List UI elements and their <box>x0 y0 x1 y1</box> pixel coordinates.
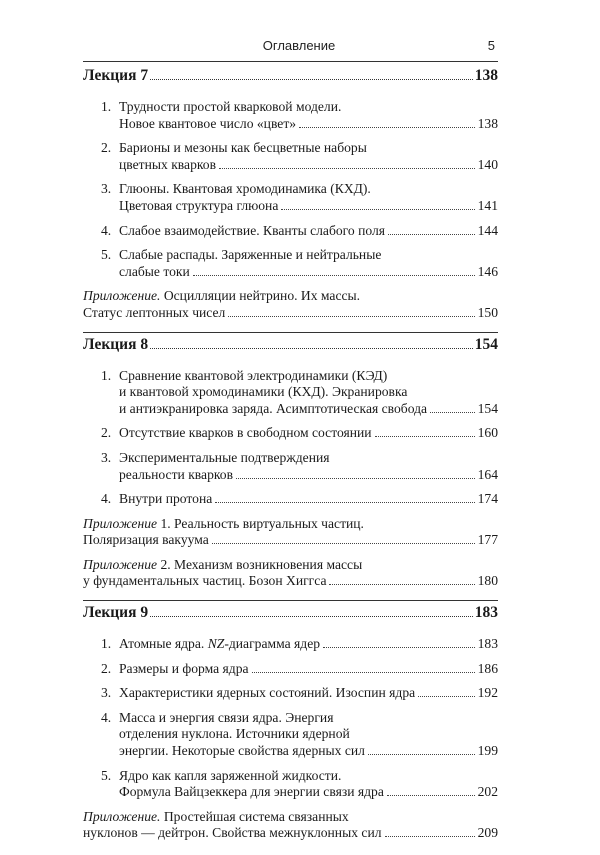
entry-line <box>101 401 498 418</box>
entry-page: 202 <box>477 784 498 800</box>
entry-text <box>119 726 350 741</box>
running-title: Оглавление <box>262 38 336 53</box>
dot-leader <box>193 274 475 276</box>
dot-leader <box>375 435 475 437</box>
entry-line-text: и антиэкранировка заряда. Асимптотическая свобода <box>119 400 428 416</box>
entry-page: 150 <box>477 304 498 320</box>
entry-number: 2. <box>101 140 112 156</box>
entry-page: 138 <box>477 115 498 131</box>
entry-line-text: Новое квантовое число «цвет» <box>119 115 297 131</box>
entry-text <box>119 784 384 801</box>
header-rule <box>83 61 498 62</box>
entry-line-text: Характеристики ядерных состояний. Изоспин ядра <box>119 685 416 701</box>
entry-line <box>101 247 498 264</box>
entry-line <box>83 532 498 549</box>
entry-page: 177 <box>477 532 498 548</box>
lecture-heading[interactable] <box>83 604 498 626</box>
toc-entry[interactable] <box>101 223 498 240</box>
entry-line-text: Трудности простой кварковой модели. <box>119 99 342 114</box>
entry-line <box>83 825 498 842</box>
entry-page: 192 <box>477 685 498 701</box>
toc-section <box>83 336 498 602</box>
dot-leader <box>329 583 474 585</box>
entry-line-text: энергии. Некоторые свойства ядерных сил <box>119 743 365 759</box>
entry-page: 199 <box>477 743 498 759</box>
entry-page: 180 <box>477 573 498 589</box>
entry-text <box>119 116 296 133</box>
entry-line <box>101 450 498 467</box>
entry-number: 4. <box>101 709 112 725</box>
entry-text <box>101 181 371 196</box>
entry-line-text: Атомные ядра. NZ-диаграмма ядер <box>119 636 321 652</box>
entry-text <box>101 661 249 678</box>
entry-line-text: 1. Реальность виртуальных частиц. <box>157 515 364 531</box>
entry-line <box>101 491 498 508</box>
entry-text <box>101 685 415 702</box>
entry-text <box>101 450 330 465</box>
entry-line <box>83 305 498 322</box>
entry-text <box>101 768 341 783</box>
entry-line <box>101 467 498 484</box>
entry-text <box>101 636 320 653</box>
entry-text <box>83 305 225 322</box>
entry-page: 154 <box>477 400 498 416</box>
entry-line <box>83 557 498 574</box>
entry-line <box>101 784 498 801</box>
entry-line <box>101 198 498 215</box>
entry-line <box>83 573 498 590</box>
toc-entry[interactable] <box>101 247 498 280</box>
entry-number: 1. <box>101 99 112 114</box>
toc-entry[interactable] <box>101 636 498 653</box>
lecture-page: 138 <box>474 67 498 84</box>
entry-text <box>83 557 362 572</box>
entry-line-text: цветных кварков <box>119 156 216 172</box>
entry-line <box>101 264 498 281</box>
entry-text <box>83 532 209 549</box>
entry-number: 4. <box>101 222 112 238</box>
entry-line-text: Размеры и форма ядра <box>119 660 249 676</box>
lecture-title: Лекция 8 <box>83 335 149 353</box>
table-of-contents <box>83 66 498 855</box>
entry-line-text: реальности кварков <box>119 466 233 482</box>
entry-line-text: Барионы и мезоны как бесцветные наборы <box>119 140 367 156</box>
entry-text <box>119 198 278 215</box>
toc-appendix-entry[interactable] <box>83 288 498 321</box>
entry-line-text: Простейшая система связанных <box>160 808 349 824</box>
entry-text <box>119 264 190 281</box>
dot-leader <box>212 542 475 544</box>
entry-line <box>101 726 498 743</box>
entry-line-text: Внутри протона <box>119 491 213 507</box>
entry-line-text: и квантовой хромодинамики (КХД). Экранировка <box>119 384 408 400</box>
entry-line-text: слабые токи <box>119 263 190 279</box>
toc-entry[interactable] <box>101 368 498 418</box>
dot-leader <box>418 695 474 697</box>
entry-line <box>101 140 498 157</box>
entry-text <box>83 825 382 842</box>
entry-number: 1. <box>101 367 112 383</box>
entry-number: 3. <box>101 181 112 197</box>
entry-number: 1. <box>101 636 112 652</box>
toc-appendix-entry[interactable] <box>83 809 498 842</box>
entry-line-text: у фундаментальных частиц. Бозон Хиггса <box>83 573 327 589</box>
entry-number: 5. <box>101 767 112 783</box>
entry-text <box>119 384 407 399</box>
dot-leader <box>150 78 473 80</box>
appendix-label: Приложение <box>83 556 158 572</box>
entry-text <box>83 288 360 303</box>
dot-leader <box>150 615 473 617</box>
entry-text <box>83 516 364 531</box>
lecture-title: Лекция 7 <box>83 67 149 84</box>
entry-text <box>119 157 216 174</box>
entry-line <box>101 685 498 702</box>
entry-number: 2. <box>101 425 112 441</box>
dot-leader <box>215 501 474 503</box>
entry-line <box>101 223 498 240</box>
entry-line-text: Отсутствие кварков в свободном состоянии <box>119 425 372 441</box>
lecture-title: Лекция 9 <box>83 604 149 622</box>
dot-leader <box>388 233 475 235</box>
entry-line <box>101 425 498 442</box>
entry-line-text: Глюоны. Квантовая хромодинамика (КХД). <box>119 181 371 197</box>
toc-entry[interactable] <box>101 710 498 760</box>
entry-line-text: Поляризация вакуума <box>83 532 209 548</box>
entry-line <box>83 288 498 305</box>
entry-line-text: нуклонов — дейтрон. Свойства межнуклонных сил <box>83 825 382 841</box>
entry-number: 3. <box>101 449 112 465</box>
entry-page: 144 <box>477 222 498 238</box>
dot-leader <box>385 835 475 837</box>
entry-text <box>83 573 326 590</box>
entry-line-text: Осцилляции нейтрино. Их массы. <box>160 288 361 304</box>
entry-page: 209 <box>477 825 498 841</box>
entry-line-text: отделения нуклона. Источники ядерной <box>119 726 350 742</box>
entry-line <box>101 768 498 785</box>
entry-page: 146 <box>477 263 498 279</box>
entry-line <box>101 743 498 760</box>
entry-number: 5. <box>101 247 112 263</box>
dot-leader <box>323 646 475 648</box>
entry-line-text: 2. Механизм возникновения массы <box>157 556 363 572</box>
entry-page: 186 <box>477 660 498 676</box>
entry-line-text: Масса и энергия связи ядра. Энергия <box>119 709 334 725</box>
entry-line <box>101 384 498 401</box>
entry-line-text: Слабые распады. Заряженные и нейтральные <box>119 247 382 263</box>
appendix-label: Приложение <box>83 515 158 531</box>
page-number: 5 <box>487 38 495 53</box>
entry-line <box>101 661 498 678</box>
entry-page: 140 <box>477 156 498 172</box>
entry-page: 183 <box>477 636 498 652</box>
entry-text <box>83 809 349 824</box>
lecture-page: 154 <box>474 335 498 353</box>
dot-leader <box>150 347 473 349</box>
dot-leader <box>236 477 475 479</box>
entry-line <box>101 368 498 385</box>
entry-page: 174 <box>477 491 498 507</box>
entry-text <box>101 140 367 155</box>
appendix-label: Приложение. <box>83 288 161 304</box>
toc-entry[interactable] <box>101 661 498 678</box>
entry-text <box>101 247 381 262</box>
dot-leader <box>430 411 475 413</box>
dot-leader <box>299 126 475 128</box>
entry-line-text: Слабое взаимодействие. Кванты слабого поля <box>119 222 386 238</box>
dot-leader <box>368 753 475 755</box>
entry-number: 4. <box>101 491 112 507</box>
toc-entry[interactable] <box>101 450 498 483</box>
entry-page: 141 <box>477 197 498 213</box>
toc-entry[interactable] <box>101 181 498 214</box>
lecture-heading[interactable] <box>83 67 498 89</box>
appendix-label: Приложение. <box>83 808 161 824</box>
entry-text <box>101 710 333 725</box>
lecture-heading[interactable] <box>83 336 498 358</box>
toc-entry[interactable] <box>101 685 498 702</box>
toc-entry[interactable] <box>101 491 498 508</box>
toc-entry[interactable] <box>101 425 498 442</box>
entry-text <box>119 743 365 760</box>
toc-appendix-entry[interactable] <box>83 557 498 590</box>
dot-leader <box>281 208 474 210</box>
entry-number: 2. <box>101 660 112 676</box>
entry-line-text: Статус лептонных чисел <box>83 304 226 320</box>
lecture-page: 183 <box>474 604 498 622</box>
entry-text <box>101 368 387 383</box>
entry-text <box>101 223 385 240</box>
entry-text <box>101 99 341 114</box>
toc-entry[interactable] <box>101 768 498 801</box>
entry-line <box>101 181 498 198</box>
entry-line-text: Экспериментальные подтверждения <box>119 449 330 465</box>
entry-line-text: Ядро как капля заряженной жидкости. <box>119 767 342 783</box>
toc-section <box>83 67 498 333</box>
toc-section <box>83 604 498 852</box>
entry-text <box>119 467 233 484</box>
entry-text <box>101 425 372 442</box>
entry-line <box>101 710 498 727</box>
entry-text <box>119 401 427 418</box>
entry-line <box>101 99 498 116</box>
entry-line <box>101 157 498 174</box>
entry-line <box>83 516 498 533</box>
dot-leader <box>387 794 475 796</box>
entry-number: 3. <box>101 685 112 701</box>
toc-entry[interactable] <box>101 99 498 132</box>
dot-leader <box>228 315 474 317</box>
toc-appendix-entry[interactable] <box>83 516 498 549</box>
entry-line <box>101 636 498 653</box>
entry-text <box>101 491 212 508</box>
entry-page: 164 <box>477 466 498 482</box>
dot-leader <box>252 671 475 673</box>
entry-page: 160 <box>477 425 498 441</box>
entry-line-text: Формула Вайцзеккера для энергии связи ядра <box>119 784 384 800</box>
entry-line <box>83 809 498 826</box>
dot-leader <box>219 167 475 169</box>
toc-entry[interactable] <box>101 140 498 173</box>
entry-line <box>101 116 498 133</box>
entry-line-text: Сравнение квантовой электродинамики (КЭД) <box>119 367 388 383</box>
entry-line-text: Цветовая структура глюона <box>119 197 279 213</box>
